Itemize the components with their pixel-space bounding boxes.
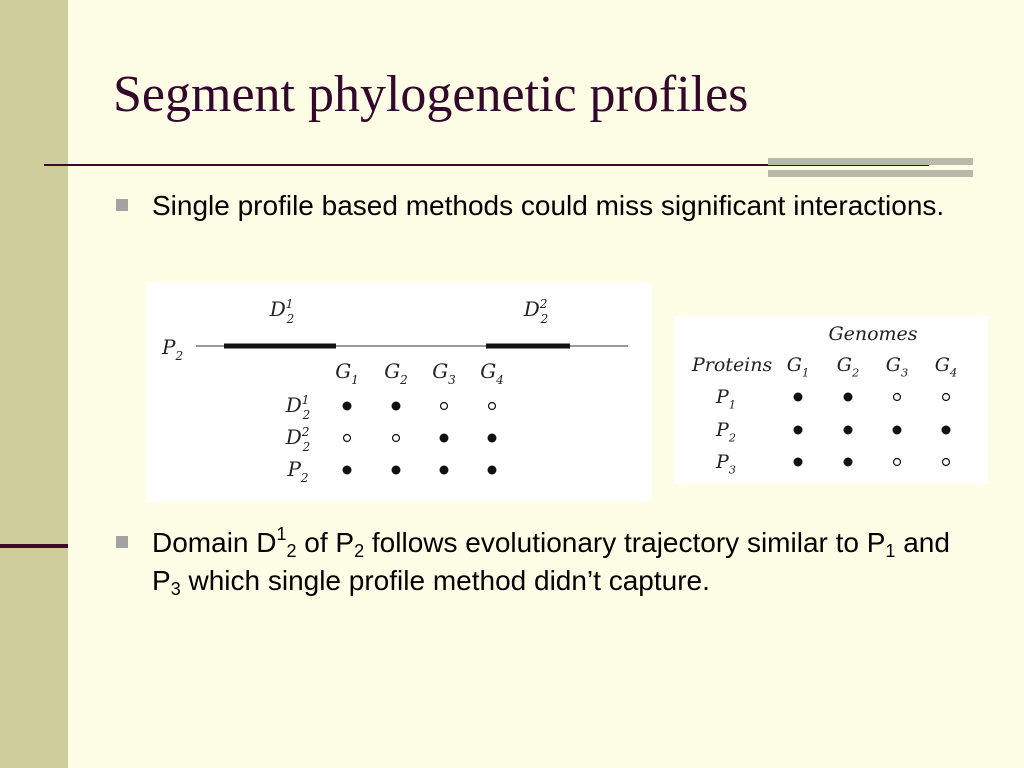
present-dot	[844, 458, 852, 466]
bullet-2-text-part: follows evolutionary trajectory similar to P	[364, 527, 886, 558]
domain-profile-diagram	[146, 282, 652, 502]
present-dot	[794, 426, 802, 434]
bullet-2-text-part: Domain D	[152, 527, 277, 558]
matrix-row-label: $P_2$	[287, 457, 309, 485]
bullet-text-2	[152, 524, 952, 600]
present-dot	[392, 402, 400, 410]
absent-dot	[943, 394, 950, 401]
bullet-text-1: Single profile based methods could miss significant interactions.	[152, 190, 945, 221]
domain-label: $D^2$ 2	[523, 297, 549, 326]
present-dot	[488, 466, 496, 474]
absent-dot	[943, 459, 950, 466]
protein-row-label: $P_3$	[715, 451, 737, 477]
left-accent-bar	[0, 544, 68, 548]
present-dot	[893, 426, 901, 434]
genome-header: $G_1$	[786, 354, 810, 380]
genome-header: $G_4$	[934, 354, 958, 380]
genome-header: $G_4$	[480, 359, 504, 387]
absent-dot	[344, 435, 351, 442]
genome-header: $G_3$	[885, 354, 909, 380]
present-dot	[392, 466, 400, 474]
subscript: 1	[885, 541, 896, 561]
domain-profile-figure	[146, 282, 652, 502]
left-side-band	[0, 0, 68, 768]
genome-header: $G_3$	[432, 359, 456, 387]
absent-dot	[441, 403, 448, 410]
present-dot	[844, 426, 852, 434]
bullet-2-text-part: which single profile method didn’t capture.	[180, 565, 710, 596]
subscript: 3	[170, 579, 181, 599]
subscript: 2	[354, 541, 365, 561]
genomes-heading: Genomes	[828, 323, 918, 345]
present-dot	[488, 434, 496, 442]
protein-label: $P_2$	[162, 335, 184, 363]
absent-dot	[393, 435, 400, 442]
proteins-heading: Proteins	[692, 354, 773, 376]
present-dot	[440, 466, 448, 474]
present-dot	[844, 393, 852, 401]
absent-dot	[489, 403, 496, 410]
divider-accent-bottom	[768, 170, 973, 177]
genome-header: $G_2$	[384, 359, 408, 387]
present-dot	[440, 434, 448, 442]
present-dot	[343, 402, 351, 410]
present-dot	[794, 393, 802, 401]
subscript: 2	[286, 541, 297, 561]
matrix-row-label: $D^1$ 2	[285, 393, 311, 422]
present-dot	[794, 458, 802, 466]
protein-profile-table	[674, 316, 988, 484]
slide-title: Segment phylogenetic profiles	[113, 66, 749, 123]
protein-profile-figure	[674, 316, 988, 484]
genome-header: $G_1$	[335, 359, 359, 387]
matrix-row-label: $D^2$ 2	[285, 425, 311, 454]
absent-dot	[894, 459, 901, 466]
square-bullet-icon	[116, 536, 128, 548]
domain-label: $D^1$ 2	[269, 297, 295, 326]
protein-row-label: $P_2$	[715, 419, 737, 445]
superscript: 1	[276, 524, 287, 544]
bullet-2-text-part: of P	[296, 527, 355, 558]
divider-accent-top	[768, 158, 973, 165]
bullet-2-text-part: and P	[152, 527, 950, 596]
protein-row-label: $P_1$	[715, 386, 737, 412]
present-dot	[942, 426, 950, 434]
absent-dot	[894, 394, 901, 401]
genome-header: $G_2$	[836, 354, 860, 380]
present-dot	[343, 466, 351, 474]
square-bullet-icon	[116, 199, 128, 211]
